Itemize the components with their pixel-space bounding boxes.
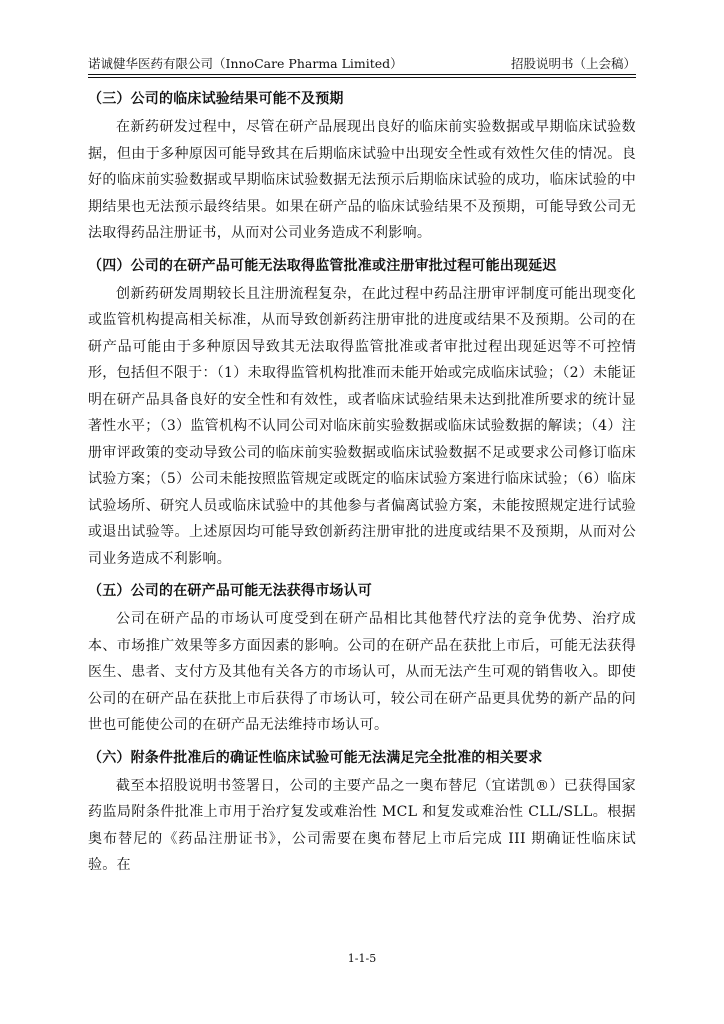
- section-heading: （三）公司的临床试验结果可能不及预期: [88, 91, 344, 107]
- section-heading: （五）公司的在研产品可能无法获得市场认可: [88, 583, 372, 599]
- section-5: [88, 576, 636, 739]
- header-rule-thin: [88, 77, 636, 78]
- header-company-name: 诺诚健华医药有限公司（InnoCare Pharma Limited）: [88, 56, 403, 71]
- header-document-title: 招股说明书（上会稿）: [510, 56, 636, 71]
- section-3: [88, 84, 636, 247]
- page-number: 1-1-5: [347, 952, 377, 965]
- section-paragraph: 创新药研发周期较长且注册流程复杂，在此过程中药品注册审评制度可能出现变化或监管机构提高相关标准，从而导致创新药注册审批的进度或结果不及预期。公司的在研产品可能由于多种原因导致其无法取得监管批准或者审批过程出现延迟等不可控情形，包括但不限于：（1）未取得监管机构批准而未能开始或完成临床试验；（2）未能证明在研产品具备良好的安全性和有效性，或者临床试验结果未达到批准所要求的统计显著性水平；（3）监管机构不认同公司对临床前实验数据或临床试验数据的解读；（4）注册审评政策的变动导致公司的临床前实验数据或临床试验数据不足或要求公司修订临床试验方案；（5）公司未能按照监管规定或既定的临床试验方案进行临床试验；（6）临床试验场所、研究人员或临床试验中的其他参与者偏离试验方案，未能按照规定进行试验或退出试验等。上述原因均可能导致创新药注册审批的进度或结果不及预期，从而对公司业务造成不利影响。: [88, 285, 636, 567]
- section-heading: （四）公司的在研产品可能无法取得监管批准或注册审批过程可能出现延迟: [88, 257, 557, 274]
- section-paragraph: 截至本招股说明书签署日，公司的主要产品之一奥布替尼（宜诺凯®）已获得国家药监局附条件批准上市用于治疗复发或难治性 MCL 和复发或难治性 CLL/SLL。根据奥布替尼的《药品注册证书》，公司需要在奥布替尼上市后完成 III 期确证性临床试验。在: [88, 777, 636, 873]
- page-header: [88, 50, 636, 72]
- header-rule: [88, 74, 636, 75]
- section-heading: （六）附条件批准后的确证性临床试验可能无法满足完全批准的相关要求: [88, 749, 543, 766]
- section-4: [88, 251, 636, 573]
- section-paragraph: 公司在研产品的市场认可度受到在研产品相比其他替代疗法的竞争优势、治疗成本、市场推广效果等多方面因素的影响。公司的在研产品在获批上市后，可能无法获得医生、患者、支付方及其他有关各方的市场认可，从而无法产生可观的销售收入。即使公司的在研产品在获批上市后获得了市场认可，较公司在研产品更具优势的新产品的问世也可能使公司的在研产品无法维持市场认可。: [88, 611, 636, 733]
- section-6: [88, 743, 636, 879]
- section-paragraph: 在新药研发过程中，尽管在研产品展现出良好的临床前实验数据或早期临床试验数据，但由于多种原因可能导致其在后期临床试验中出现安全性或有效性欠佳的情况。良好的临床前实验数据或早期临床试验数据无法预示后期临床试验的成功，临床试验的中期结果也无法预示最终结果。如果在研产品的临床试验结果不及预期，可能导致公司无法取得药品注册证书，从而对公司业务造成不利影响。: [88, 119, 636, 241]
- page-content: [88, 84, 636, 879]
